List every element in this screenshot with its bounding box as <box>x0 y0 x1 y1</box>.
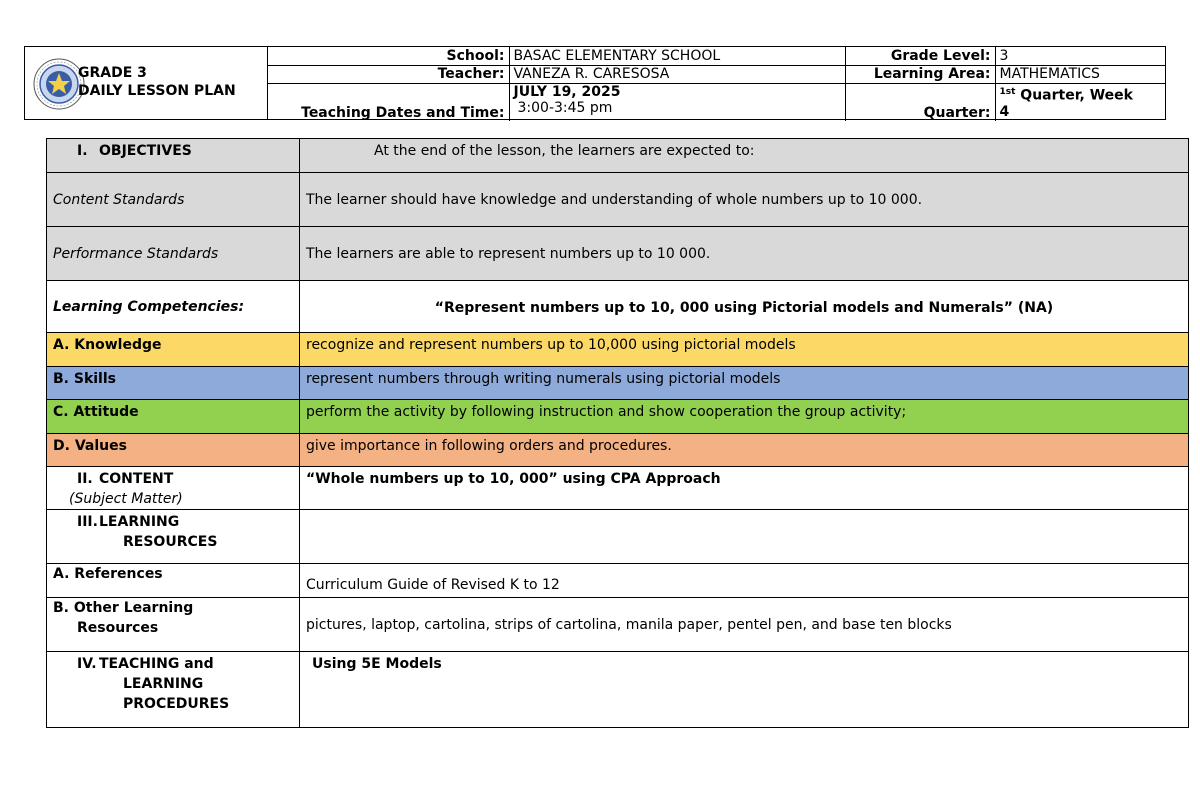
content-standards-label: Content Standards <box>47 173 300 227</box>
quarter-sup: 1st <box>999 86 1016 97</box>
title-grade: GRADE 3 <box>78 65 147 81</box>
title-dlp: DAILY LESSON PLAN <box>78 83 236 99</box>
performance-standards-label: Performance Standards <box>47 227 300 281</box>
other-resources-row <box>47 598 1189 652</box>
content-label: II. CONTENT (Subject Matter) <box>47 467 300 510</box>
grade-label: Grade Level: <box>845 47 995 65</box>
dates-value <box>509 83 845 121</box>
grade-value: 3 <box>995 47 1165 65</box>
lesson-plan-title <box>78 64 236 100</box>
quarter-week: 4 <box>999 104 1010 121</box>
knowledge-label: A. Knowledge <box>47 333 300 367</box>
teacher-label: Teacher: <box>267 65 509 83</box>
references-value: Curriculum Guide of Revised K to 12 <box>300 564 1189 598</box>
procedures-label: IV. TEACHING and LEARNING PROCEDURES <box>47 652 300 728</box>
other-resources-value: pictures, laptop, cartolina, strips of cartolina, manila paper, pentel pen, and base ten blocks <box>300 598 1189 652</box>
competencies-label: Learning Competencies: <box>47 281 300 333</box>
header-title-box <box>25 47 268 119</box>
area-label: Learning Area: <box>845 65 995 83</box>
content-standards-value: The learner should have knowledge and understanding of whole numbers up to 10 000. <box>300 173 1189 227</box>
header-info <box>267 47 1165 122</box>
skills-value: represent numbers through writing numerals using pictorial models <box>300 367 1189 400</box>
date-text: JULY 19, 2025 <box>513 83 621 100</box>
values-value: give importance in following orders and procedures. <box>300 434 1189 467</box>
performance-standards-value: The learners are able to represent numbers up to 10 000. <box>300 227 1189 281</box>
skills-label: B. Skills <box>47 367 300 400</box>
content-value: “Whole numbers up to 10, 000” using CPA Approach <box>300 467 1189 510</box>
competencies-value: “Represent numbers up to 10, 000 using Pictorial models and Numerals” (NA) <box>300 281 1189 333</box>
attitude-row <box>47 400 1189 434</box>
quarter-text: Quarter, Week <box>1020 87 1133 104</box>
school-label: School: <box>267 47 509 65</box>
knowledge-row <box>47 333 1189 367</box>
attitude-value: perform the activity by following instruction and show cooperation the group activity; <box>300 400 1189 434</box>
performance-standards-row <box>47 227 1189 281</box>
teacher-value: VANEZA R. CARESOSA <box>509 65 845 83</box>
competencies-row <box>47 281 1189 333</box>
objectives-label: I. OBJECTIVES <box>47 139 300 173</box>
references-row <box>47 564 1189 598</box>
attitude-label: C. Attitude <box>47 400 300 434</box>
lesson-plan-header <box>24 46 1166 120</box>
procedures-row <box>47 652 1189 728</box>
quarter-value <box>995 83 1165 121</box>
procedures-value: Using 5E Models <box>300 652 1189 728</box>
learning-resources-label: III.LEARNING RESOURCES <box>47 510 300 564</box>
area-value: MATHEMATICS <box>995 65 1165 83</box>
values-row <box>47 434 1189 467</box>
time-text: 3:00-3:45 pm <box>517 99 613 116</box>
dates-label: Teaching Dates and Time: <box>267 83 509 121</box>
school-value: BASAC ELEMENTARY SCHOOL <box>509 47 845 65</box>
knowledge-value: recognize and represent numbers up to 10,000 using pictorial models <box>300 333 1189 367</box>
quarter-label: Quarter: <box>845 83 995 121</box>
other-resources-label: B. Other Learning Resources <box>47 598 300 652</box>
values-label: D. Values <box>47 434 300 467</box>
learning-resources-row <box>47 510 1189 564</box>
learning-resources-value <box>300 510 1189 564</box>
content-sublabel: (Subject Matter) <box>69 491 183 507</box>
skills-row <box>47 367 1189 400</box>
lesson-plan-table <box>46 138 1189 728</box>
objectives-row <box>47 139 1189 173</box>
references-label: A. References <box>47 564 300 598</box>
content-row <box>47 467 1189 510</box>
objectives-value: At the end of the lesson, the learners are expected to: <box>300 139 1189 173</box>
content-standards-row <box>47 173 1189 227</box>
